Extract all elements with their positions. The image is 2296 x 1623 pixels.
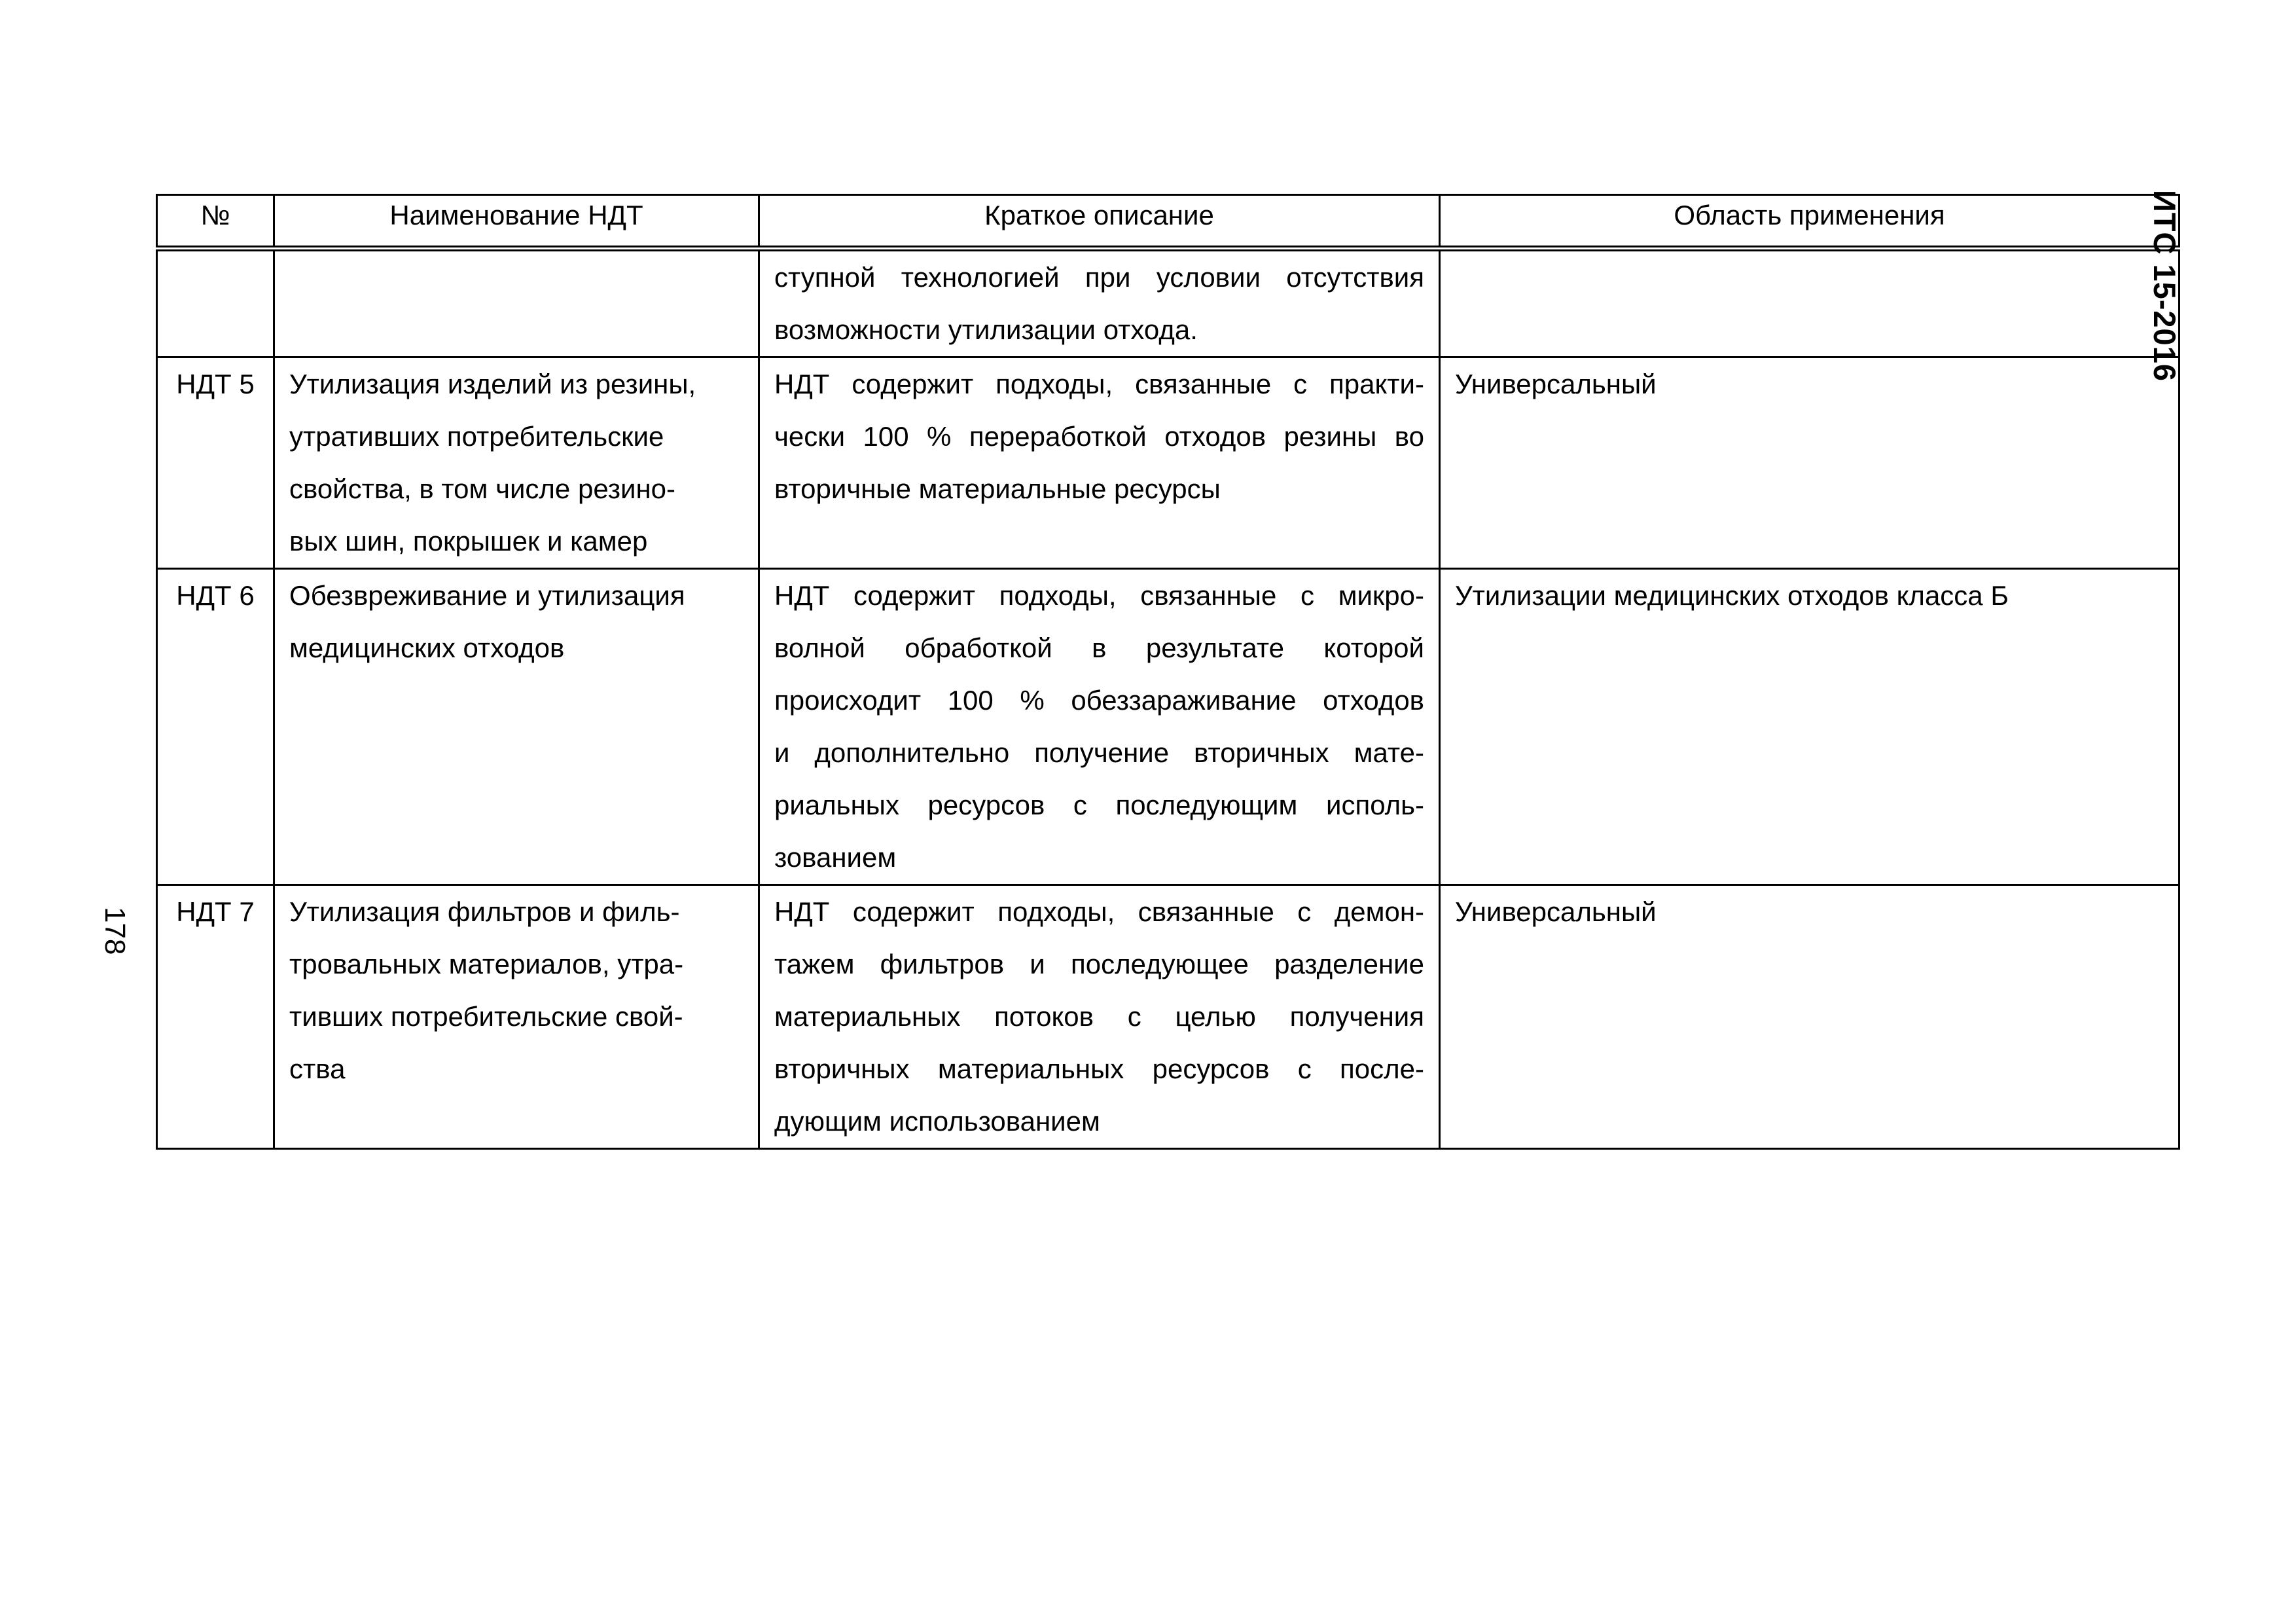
row-name xyxy=(274,357,759,569)
name-line: вых шин, покрышек и камер xyxy=(289,526,648,556)
row-scope: Универсальный xyxy=(1440,357,2179,569)
description-line: материальных потоков с целью получения xyxy=(774,1001,1424,1032)
row-description xyxy=(759,357,1440,569)
name-line: свойства, в том числе резино- xyxy=(289,473,676,504)
description-line: волной обработкой в результате которой xyxy=(774,632,1424,663)
row-number: НДТ 6 xyxy=(157,569,274,885)
description-line: вторичные материальные ресурсы xyxy=(774,473,1221,504)
description-line: возможности утилизации отхода. xyxy=(774,314,1198,345)
name-line: утративших потребительские xyxy=(289,421,664,452)
table-row xyxy=(157,885,2179,1149)
description-line: тажем фильтров и последующее разделение xyxy=(774,949,1424,979)
header-number: № xyxy=(157,195,274,249)
row-number: НДТ 5 xyxy=(157,357,274,569)
name-line: медицинских отходов xyxy=(289,632,565,663)
table-header-row xyxy=(157,195,2179,249)
header-description: Краткое описание xyxy=(759,195,1440,249)
row-name xyxy=(274,569,759,885)
document-code: ИТС 15-2016 xyxy=(2147,190,2182,382)
description-line: зованием xyxy=(774,842,897,873)
row-name xyxy=(274,249,759,357)
row-description xyxy=(759,569,1440,885)
description-line: и дополнительно получение вторичных мате- xyxy=(774,737,1424,768)
name-line: Утилизация изделий из резины, xyxy=(289,369,696,399)
row-description xyxy=(759,249,1440,357)
description-line: НДТ содержит подходы, связанные с практи- xyxy=(774,369,1424,399)
description-line: ступной технологией при условии отсутствия xyxy=(774,262,1424,293)
row-description xyxy=(759,885,1440,1149)
description-line: происходит 100 % обеззараживание отходов xyxy=(774,685,1424,716)
description-line: НДТ содержит подходы, связанные с микро- xyxy=(774,580,1424,611)
ndt-table xyxy=(156,194,2180,1150)
page-number: 178 xyxy=(99,907,131,955)
row-scope: Утилизации медицинских отходов класса Б xyxy=(1440,569,2179,885)
description-line: вторичных материальных ресурсов с после- xyxy=(774,1053,1424,1084)
row-number xyxy=(157,249,274,357)
table-row xyxy=(157,569,2179,885)
name-line: Обезвреживание и утилизация xyxy=(289,580,685,611)
table-row xyxy=(157,357,2179,569)
row-scope xyxy=(1440,249,2179,357)
row-number: НДТ 7 xyxy=(157,885,274,1149)
description-line: чески 100 % переработкой отходов резины во xyxy=(774,421,1424,452)
description-line: НДТ содержит подходы, связанные с демон- xyxy=(774,896,1424,927)
description-line: дующим использованием xyxy=(774,1106,1100,1137)
name-line: ства xyxy=(289,1053,346,1084)
description-line: риальных ресурсов с последующим исполь- xyxy=(774,790,1424,820)
name-line: тивших потребительские свой- xyxy=(289,1001,683,1032)
name-line: Утилизация фильтров и филь- xyxy=(289,896,680,927)
header-name: Наименование НДТ xyxy=(274,195,759,249)
table-row xyxy=(157,249,2179,357)
name-line: тровальных материалов, утра- xyxy=(289,949,684,979)
row-scope: Универсальный xyxy=(1440,885,2179,1149)
row-name xyxy=(274,885,759,1149)
header-scope: Область применения xyxy=(1440,195,2179,249)
